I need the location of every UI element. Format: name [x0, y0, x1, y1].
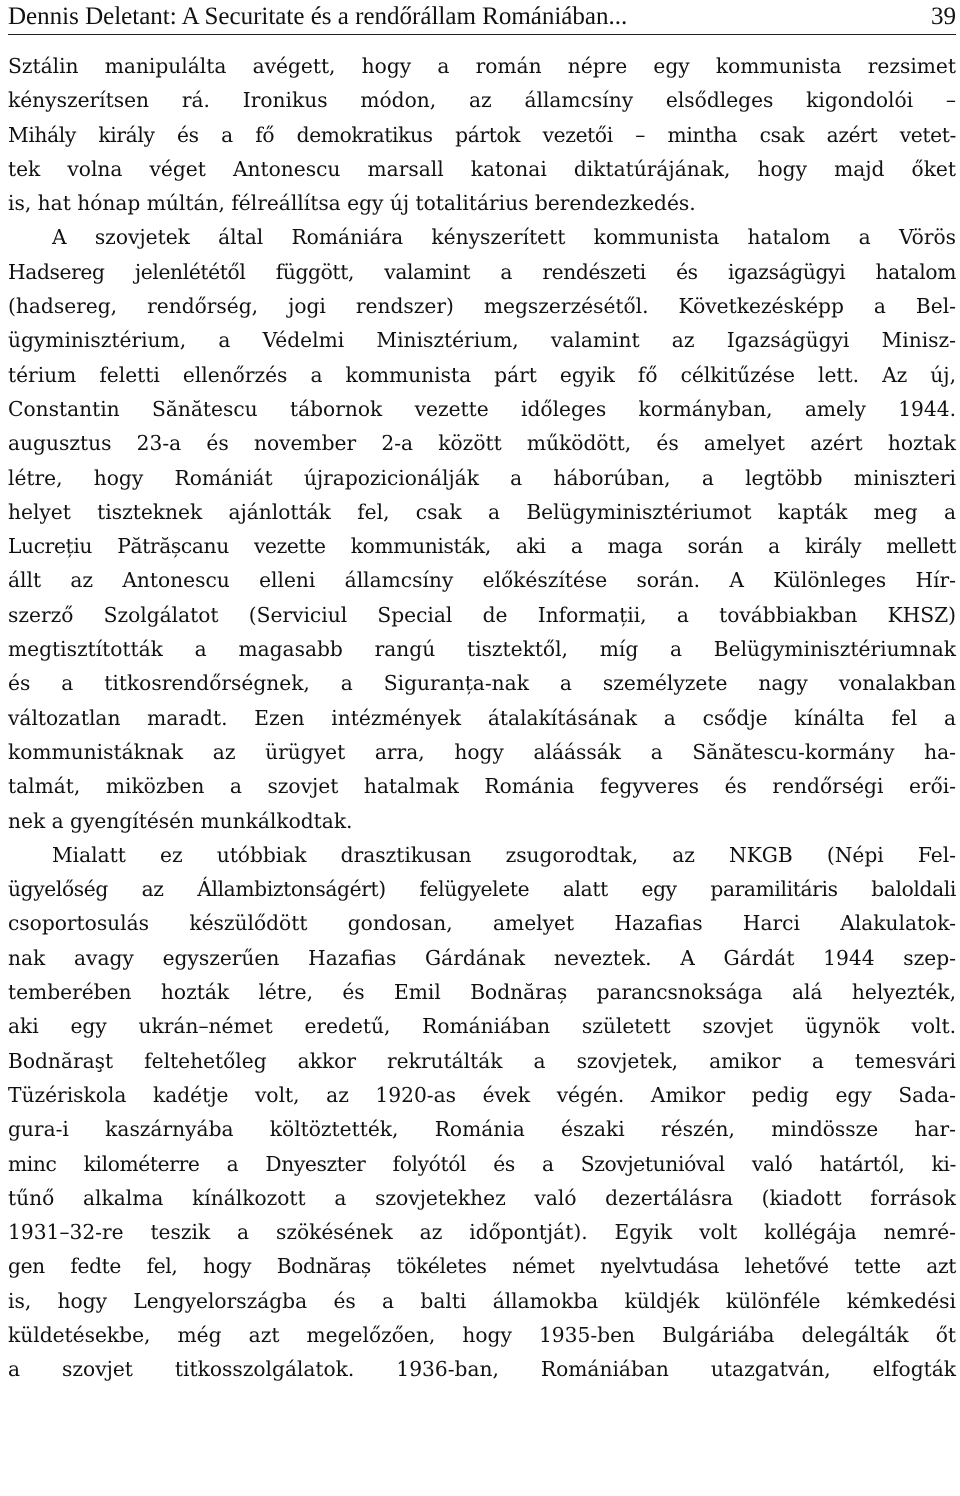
text-line: létre, hogy Romániát újrapozicionálják a háborúban, a legtöbb miniszteri	[8, 465, 956, 490]
text-line: szerző Szolgálatot (Serviciul Special de Informații, a továbbiakban KHSZ)	[8, 602, 956, 627]
text-line: tek volna véget Antonescu marsall katonai diktatúrájának, hogy majd őket	[8, 156, 956, 181]
text-line: is, hogy Lengyelországba és a balti államokba küldjék különféle kémkedési	[8, 1288, 956, 1313]
text-line: aki egy ukrán–német eredetű, Romániában született szovjet ügynök volt.	[8, 1014, 956, 1039]
text-line: nak avagy egyszerűen Hazafias Gárdának neveztek. A Gárdát 1944 szep-	[8, 945, 956, 970]
text-line: változatlan maradt. Ezen intézmények átalakításának a csődje kínálta fel a	[8, 705, 956, 730]
body-text	[8, 49, 956, 1387]
text-line: kommunistáknak az ürügyet arra, hogy aláássák a Sănătescu-kormány ha-	[8, 739, 956, 764]
text-line: Mihály király és a fő demokratikus pártok vezetői – mintha csak azért vetet-	[8, 122, 956, 147]
text-line: Constantin Sănătescu tábornok vezette időleges kormányban, amely 1944.	[8, 396, 956, 421]
text-line: Sztálin manipulálta avégett, hogy a román népre egy kommunista rezsimet	[8, 54, 956, 78]
text-line: Mialatt ez utóbbiak drasztikusan zsugorodtak, az NKGB (Népi Fel-	[52, 842, 956, 867]
text-line: 1931–32-re teszik a szökésének az időpontját). Egyik volt kollégája nemré-	[8, 1220, 956, 1245]
text-line: Tüzériskola kadétje volt, az 1920-as évek végén. Amikor pedig egy Sada-	[8, 1082, 956, 1107]
running-header	[8, 0, 956, 35]
text-line: A szovjetek által Romániára kényszerített kommunista hatalom a Vörös	[52, 225, 956, 250]
text-line: tűnő alkalma kínálkozott a szovjetekhez való dezertálásra (kiadott források	[8, 1185, 956, 1210]
book-page	[8, 0, 956, 1387]
text-line: ügyminisztérium, a Védelmi Minisztérium, valamint az Igazságügyi Minisz-	[8, 328, 956, 353]
text-line: nek a gyengítésén munkálkodtak.	[8, 808, 353, 833]
text-line: a szovjet titkosszolgálatok. 1936-ban, Romániában utazgatván, elfogták	[8, 1357, 956, 1382]
text-line: Bodnăraşt feltehetőleg akkor rekrutálták a szovjetek, amikor a temesvári	[8, 1048, 956, 1073]
text-line: küldetésekbe, még azt megelőzően, hogy 1935-ben Bulgáriába delegálták őt	[8, 1322, 956, 1347]
text-line: kényszerítsen rá. Ironikus módon, az államcsíny elsődleges kigondolói –	[8, 88, 956, 113]
text-line: és a titkosrendőrségnek, a Siguranța-nak a személyzete nagy vonalakban	[8, 671, 956, 696]
text-line: talmát, miközben a szovjet hatalmak Románia fegyveres és rendőrségi erői-	[8, 774, 956, 799]
text-line: állt az Antonescu elleni államcsíny előkészítése során. A Különleges Hír-	[8, 568, 956, 593]
text-line: augusztus 23-a és november 2-a között működött, és amelyet azért hoztak	[8, 431, 956, 456]
page-number: 39	[931, 3, 956, 30]
text-line: minc kilométerre a Dnyeszter folyótól és a Szovjetunióval való határtól, ki-	[8, 1151, 956, 1176]
text-line: csoportosulás készülődött gondosan, amelyet Hazafias Harci Alakulatok-	[8, 911, 956, 936]
text-line: Lucrețiu Pătrășcanu vezette kommunisták, aki a maga során a király mellett	[8, 534, 956, 559]
text-line: helyet tiszteknek ajánlották fel, csak a Belügyminisztériumot kapták meg a	[8, 499, 956, 524]
text-line: Hadsereg jelenlététől függött, valamint a rendészeti és igazságügyi hatalom	[8, 259, 956, 284]
text-line: temberében hozták létre, és Emil Bodnăraș parancsnoksága alá helyezték,	[8, 980, 956, 1005]
text-line: megtisztították a magasabb rangú tisztektől, míg a Belügyminisztériumnak	[8, 637, 956, 662]
text-line: térium feletti ellenőrzés a kommunista párt egyik fő célkitűzése lett. Az új,	[8, 362, 956, 387]
text-line: (hadsereg, rendőrség, jogi rendszer) megszerzésétől. Következésképp a Bel-	[8, 294, 956, 319]
running-title: Dennis Deletant: A Securitate és a rendőrállam Romániában...	[8, 3, 628, 30]
text-line: gen fedte fel, hogy Bodnăraș tökéletes német nyelvtudása lehetővé tette azt	[8, 1254, 956, 1279]
text-line: is, hat hónap múltán, félreállítsa egy új totalitárius berendezkedés.	[8, 191, 696, 216]
text-line: gura-i kaszárnyába költöztették, Románia északi részén, mindössze har-	[8, 1117, 956, 1142]
text-line: ügyelőség az Állambiztonságért) felügyelete alatt egy paramilitáris baloldali	[8, 877, 956, 902]
